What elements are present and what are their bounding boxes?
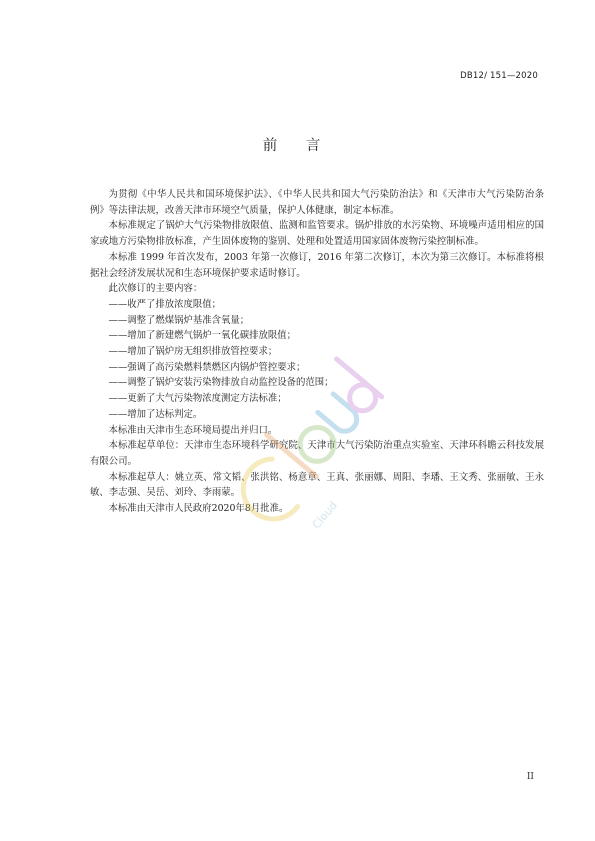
paragraph-proposer: 本标准由天津市生态环境局提出并归口。 [108,424,278,436]
list-item: ——增加了达标判定。 [108,408,203,420]
paragraph-scope: 本标准规定了锅炉大气污染物排放限值、监测和监管要求。锅炉排放的水污染物、环境噪声适用相应的国家或地方污染物排放标准，产生固体废物的鉴别、处理和处置适用国家固体废物污染控制标准。 [90,220,544,248]
paragraph-revision-intro: 此次修订的主要内容： [108,283,203,295]
watermark-text: Cloud [309,499,340,532]
list-item: ——调整了燃煤锅炉基准含氧量； [108,314,250,326]
list-item: ——收严了排放浓度限值； [108,298,222,310]
page-title: 前 言 [262,138,333,154]
paragraph-history: 本标准 1999 年首次发布，2003 年第一次修订，2016 年第二次修订，本次为第三次修订。本标准将根据社会经济发展状况和生态环境保护要求适时修订。 [90,251,544,279]
paragraph-purpose: 为贯彻《中华人民共和国环境保护法》、《中华人民共和国大气污染防治法》和《天津市大气污染防治条例》等法律法规，改善天津市环境空气质量，保护人体健康，制定本标准。 [90,189,544,216]
paragraph-drafters: 本标准起草人：姚立英、常文韬、张洪铭、杨意章、王真、张丽娜、周阳、李璠、王文秀、张丽敏、王永敏、李志强、吴岳、刘玲、李雨蒙。 [90,471,544,499]
page-number: II [526,772,534,782]
list-item: ——强调了高污染燃料禁燃区内锅炉管控要求； [108,361,306,373]
list-item: ——增加了新建燃气锅炉一氧化碳排放限值； [108,330,297,342]
list-item: ——增加了锅炉房无组织排放管控要求； [108,346,278,358]
document-id: DB12/ 151—2020 [460,71,538,81]
list-item: ——调整了锅炉安装污染物排放自动监控设备的范围； [108,377,334,389]
paragraph-approval: 本标准由天津市人民政府2020年8月批准。 [108,503,289,515]
list-item: ——更新了大气污染物浓度测定方法标准； [108,393,287,405]
paragraph-drafting-units: 本标准起草单位：天津市生态环境科学研究院、天津市大气污染防治重点实验室、天津环科瞻云科技发展有限公司。 [90,440,544,467]
